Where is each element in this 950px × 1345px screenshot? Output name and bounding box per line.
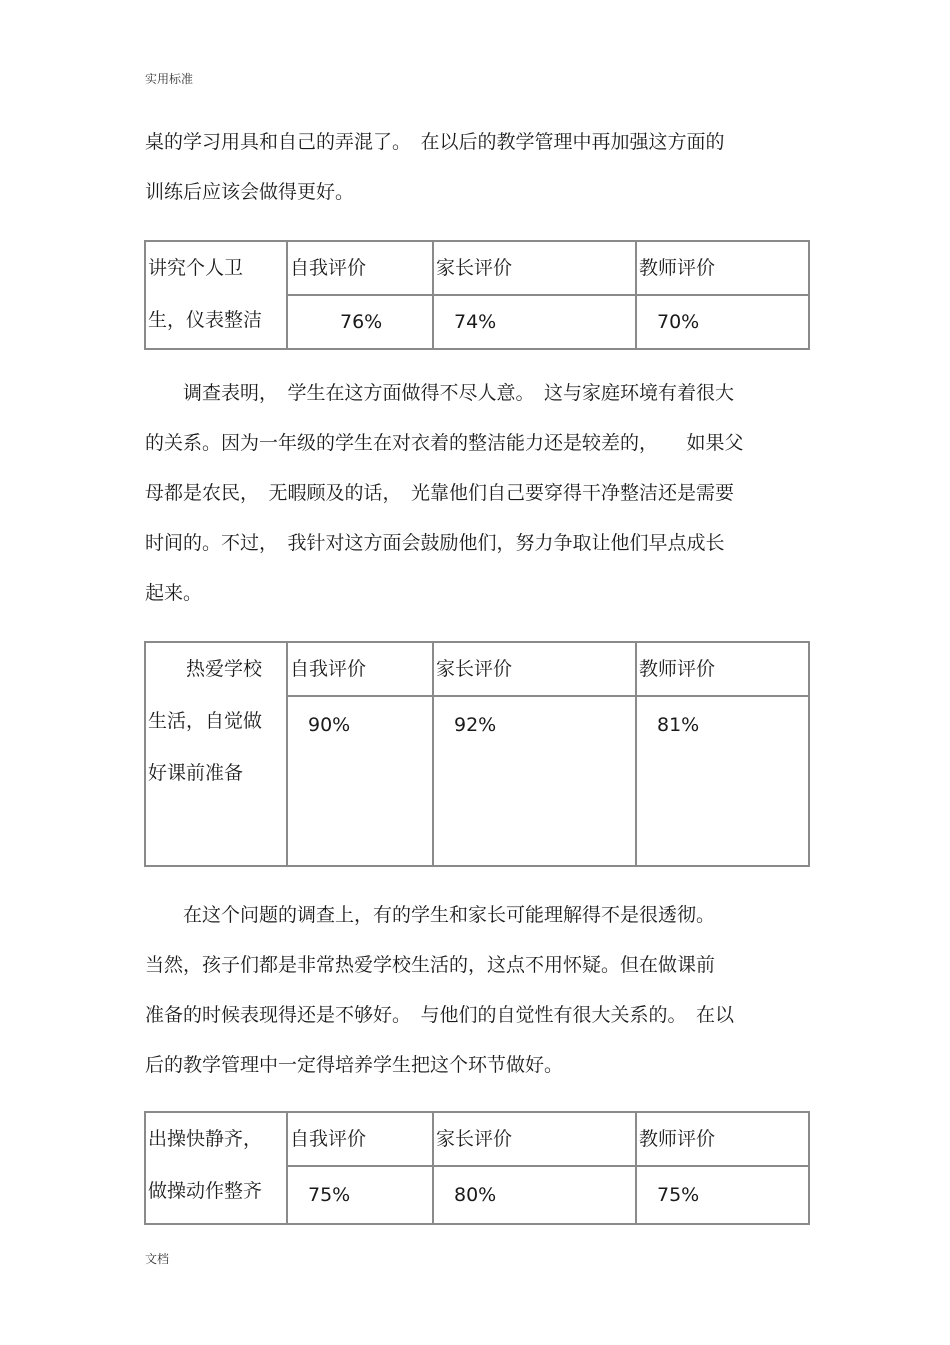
value-teacher: 70% <box>636 295 809 349</box>
header-teacher: 教师评价 <box>636 642 809 696</box>
label-line: 出操快静齐， <box>148 1128 263 1150</box>
survey-table-hygiene <box>144 240 810 350</box>
header-parent: 家长评价 <box>433 1112 636 1166</box>
value-self: 90% <box>287 696 433 866</box>
paragraph-line: 起来。 <box>145 582 203 604</box>
paragraph-line: 时间的。不过， 我针对这方面会鼓励他们，努力争取让他们早点成长 <box>145 532 725 554</box>
paragraph-line: 训练后应该会做得更好。 <box>145 181 355 203</box>
paragraph-line: 后的教学管理中一定得培养学生把这个环节做好。 <box>145 1054 564 1076</box>
header-teacher: 教师评价 <box>636 241 809 295</box>
table-row-label <box>145 241 287 349</box>
header-self: 自我评价 <box>287 642 433 696</box>
paragraph-1 <box>145 127 815 227</box>
label-line: 生活，自觉做 <box>148 710 263 732</box>
paragraph-line: 准备的时候表现得还是不够好。 与他们的自觉性有很大关系的。 在以 <box>145 1004 735 1026</box>
table-row-label <box>145 1112 287 1224</box>
label-line: 讲究个人卫 <box>148 257 244 279</box>
label-line: 热爱学校 <box>148 658 263 680</box>
page-header: 实用标准 <box>145 72 194 86</box>
paragraph-2 <box>145 378 815 628</box>
survey-table-school-life <box>144 641 810 867</box>
value-parent: 74% <box>433 295 636 349</box>
paragraph-line: 在这个问题的调查上，有的学生和家长可能理解得不是很透彻。 <box>145 904 716 926</box>
value-self: 76% <box>287 295 433 349</box>
header-self: 自我评价 <box>287 1112 433 1166</box>
value-self: 75% <box>287 1166 433 1224</box>
paragraph-3 <box>145 900 815 1100</box>
value-parent: 92% <box>433 696 636 866</box>
paragraph-line: 的关系。因为一年级的学生在对衣着的整洁能力还是较差的， 如果父 <box>145 432 744 454</box>
header-parent: 家长评价 <box>433 642 636 696</box>
paragraph-line: 调查表明， 学生在这方面做得不尽人意。 这与家庭环境有着很大 <box>145 382 735 404</box>
paragraph-line: 母都是农民， 无暇顾及的话， 光靠他们自己要穿得干净整洁还是需要 <box>145 482 735 504</box>
page-footer: 文档 <box>145 1252 170 1266</box>
paragraph-line: 当然，孩子们都是非常热爱学校生活的，这点不用怀疑。但在做课前 <box>145 954 716 976</box>
label-line: 好课前准备 <box>148 762 244 784</box>
survey-table-exercise <box>144 1111 810 1225</box>
value-teacher: 75% <box>636 1166 809 1224</box>
paragraph-line: 桌的学习用具和自己的弄混了。 在以后的教学管理中再加强这方面的 <box>145 131 725 153</box>
table-row-label <box>145 642 287 866</box>
header-self: 自我评价 <box>287 241 433 295</box>
label-line: 生，仪表整洁 <box>148 309 263 331</box>
value-parent: 80% <box>433 1166 636 1224</box>
value-teacher: 81% <box>636 696 809 866</box>
header-parent: 家长评价 <box>433 241 636 295</box>
label-line: 做操动作整齐 <box>148 1180 263 1202</box>
header-teacher: 教师评价 <box>636 1112 809 1166</box>
